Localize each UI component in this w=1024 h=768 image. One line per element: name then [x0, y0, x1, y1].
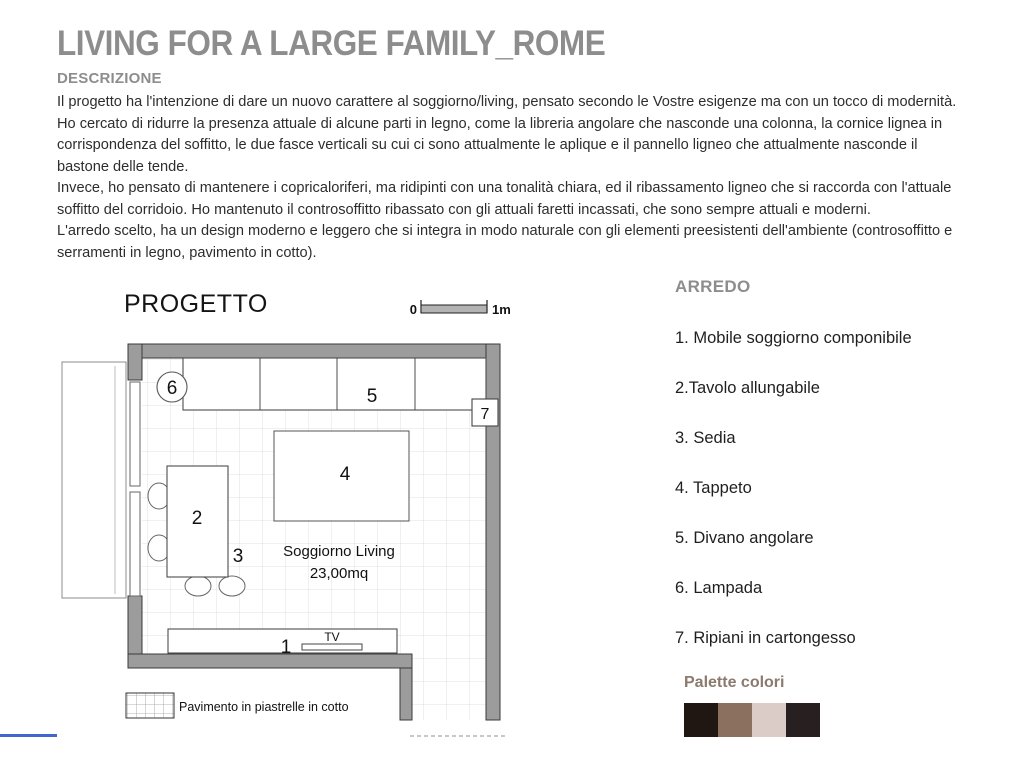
- wall-top: [128, 344, 500, 358]
- description-heading: DESCRIZIONE: [57, 70, 162, 87]
- scale-one-label: 1m: [492, 302, 511, 317]
- wall-corridor-left: [400, 668, 412, 720]
- furniture-item-7: 7. Ripiani in cartongesso: [675, 629, 856, 647]
- floor-legend: [126, 693, 349, 718]
- shelves: [472, 399, 498, 426]
- color-palette: [684, 703, 820, 737]
- table: [167, 466, 228, 577]
- plan-heading: PROGETTO: [124, 290, 268, 318]
- description-paragraph-2: Invece, ho pensato di mantenere i copricaloriferi, ma ridipinti con una tonalità chiara, ed il ribassamento ligneo che si raccorda con l'attuale soffitto del corridoio. Ho mantenuto il controsoffitto ribassato con gli attuali faretti incassati, che sono sempre attuali e moderni.: [57, 180, 952, 218]
- door-window: [62, 362, 140, 598]
- legend-label: Pavimento in piastrelle in cotto: [179, 700, 349, 714]
- corridor-floor: [412, 654, 486, 720]
- tv-rect: [302, 644, 362, 650]
- scale-bar-rect: [421, 305, 487, 313]
- furniture-item-3: 3. Sedia: [675, 429, 736, 447]
- plan-number-6: 6: [166, 378, 178, 399]
- plan-number-5: 5: [366, 386, 378, 407]
- rug: [274, 431, 409, 521]
- room-area-label: 23,00mq: [309, 565, 369, 582]
- sofa-body: [183, 358, 486, 410]
- room-name-label: Soggiorno Living: [283, 543, 395, 560]
- scale-zero-label: 0: [409, 302, 417, 317]
- furniture-list: [675, 328, 975, 678]
- plan-number-2: 2: [191, 508, 203, 529]
- furniture-item-2: 2.Tavolo allungabile: [675, 379, 820, 397]
- plan-number-1: 1: [280, 637, 292, 658]
- bottom-accent-line: [0, 734, 57, 737]
- scale-bar: [410, 300, 511, 317]
- plan-number-3: 3: [232, 546, 244, 567]
- door-leaf: [62, 362, 126, 598]
- sofa: [183, 358, 486, 410]
- palette-swatch-3: [752, 703, 786, 737]
- furniture-item-5: 5. Divano angolare: [675, 529, 814, 547]
- wall-left-top: [128, 344, 142, 380]
- door-panel-top: [130, 382, 140, 486]
- lamp: [157, 372, 187, 402]
- plan-number-7: 7: [480, 406, 490, 423]
- legend-swatch: [126, 693, 174, 718]
- palette-swatch-1: [684, 703, 718, 737]
- wall-bottom: [128, 654, 412, 668]
- furniture-item-6: 6. Lampada: [675, 579, 763, 597]
- chair-4: [219, 576, 245, 596]
- floor-plan: [55, 290, 520, 745]
- description-paragraph-1: Il progetto ha l'intenzione di dare un nuovo carattere al soggiorno/living, pensato secondo le Vostre esigenze ma con un tocco di modernità. Ho cercato di ridurre la presenza attuale di alcune parti in legno, come la libreria angolare che nasconde una colonna, la cornice lignea in corrispondenza del soffitto, le due fasce verticali su cui ci sono attualmente le aplique e il pannello ligneo che attualmente nasconde il bastone delle tende.: [57, 94, 957, 175]
- page-title: LIVING FOR A LARGE FAMILY_ROME: [57, 24, 606, 63]
- furniture-item-4: 4. Tappeto: [675, 479, 752, 497]
- chair-3: [185, 576, 211, 596]
- description-paragraph-3: L'arredo scelto, ha un design moderno e leggero che si integra in modo naturale con gli elementi preesistenti dell'ambiente (controsoffitto e serramenti in legno, pavimento in cotto).: [57, 223, 953, 261]
- palette-heading: Palette colori: [684, 674, 785, 691]
- description-text: [57, 92, 969, 264]
- tv-label: TV: [324, 630, 340, 644]
- palette-swatch-2: [718, 703, 752, 737]
- palette-swatch-4: [786, 703, 820, 737]
- furniture-item-1: 1. Mobile soggiorno componibile: [675, 329, 912, 347]
- furniture-heading: ARREDO: [675, 277, 751, 296]
- door-panel-bottom: [130, 492, 140, 596]
- plan-number-4: 4: [339, 464, 351, 485]
